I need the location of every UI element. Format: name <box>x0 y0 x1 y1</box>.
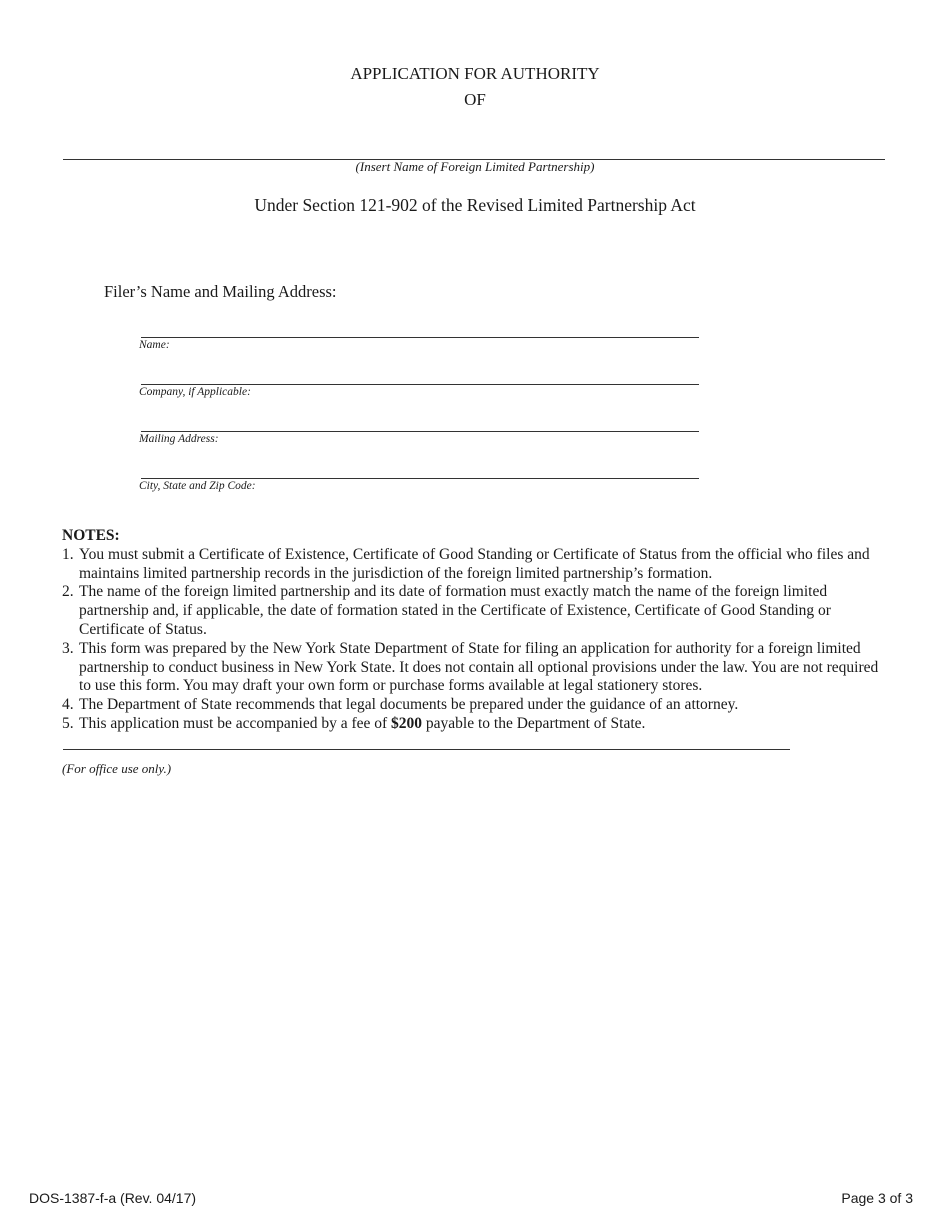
office-use-label: (For office use only.) <box>62 761 172 776</box>
filer-city-label: City, State and Zip Code: <box>139 480 256 492</box>
note-text: The Department of State recommends that legal documents be prepared under the guidance of an attorney. <box>79 696 739 714</box>
note-item <box>62 546 892 584</box>
filer-name-label: Name: <box>139 339 170 351</box>
filer-heading: Filer’s Name and Mailing Address: <box>104 282 337 301</box>
statute-reference: Under Section 121-902 of the Revised Limited Partnership Act <box>254 195 696 215</box>
office-use-divider <box>63 749 790 750</box>
note-text: This form was prepared by the New York State Department of State for filing an application for authority for a foreign limited partnership to conduct business in New York State. It does not contain all optional provisions under the law. You are not required to use this form. You may draft your own form or purchase forms available at legal stationery stores. <box>79 639 879 695</box>
filer-city-line[interactable] <box>141 478 699 479</box>
filer-address-label: Mailing Address: <box>139 433 219 445</box>
note-item <box>62 715 892 734</box>
filing-fee: $200 <box>391 714 423 732</box>
partnership-name-caption: (Insert Name of Foreign Limited Partnership) <box>355 159 595 174</box>
filer-name-line[interactable] <box>141 337 699 338</box>
note-text: You must submit a Certificate of Existence, Certificate of Good Standing or Certificate of Status from the official who files and maintains limited partnership records in the jurisdiction of the foreign limited partnership’s formation. <box>79 545 870 582</box>
document-title-of: OF <box>464 90 486 109</box>
filer-address-line[interactable] <box>141 431 699 432</box>
note-text <box>79 715 892 734</box>
form-id: DOS-1387-f-a (Rev. 04/17) <box>29 1190 197 1206</box>
filer-company-label: Company, if Applicable: <box>139 386 251 398</box>
note-item <box>62 640 892 696</box>
note-text-before: This application must be accompanied by a fee of <box>79 714 392 732</box>
note-number: 5. <box>62 714 74 732</box>
note-number: 1. <box>62 545 74 563</box>
note-item <box>62 696 892 715</box>
note-text-after: payable to the Department of State. <box>422 714 646 732</box>
note-number: 3. <box>62 639 74 657</box>
document-title: APPLICATION FOR AUTHORITY <box>350 64 600 83</box>
note-text: The name of the foreign limited partnership and its date of formation must exactly match the name of the foreign limited partnership and, if applicable, the date of formation stated in the Certificate of Existence, Certificate of Good Standing or Certificate of Status. <box>79 583 831 638</box>
page-number: Page 3 of 3 <box>841 1190 913 1206</box>
note-item <box>62 583 892 639</box>
notes-section <box>62 527 892 734</box>
note-number: 4. <box>62 696 74 714</box>
filer-company-line[interactable] <box>141 384 699 385</box>
note-number: 2. <box>62 583 74 601</box>
notes-heading: NOTES: <box>62 527 120 544</box>
